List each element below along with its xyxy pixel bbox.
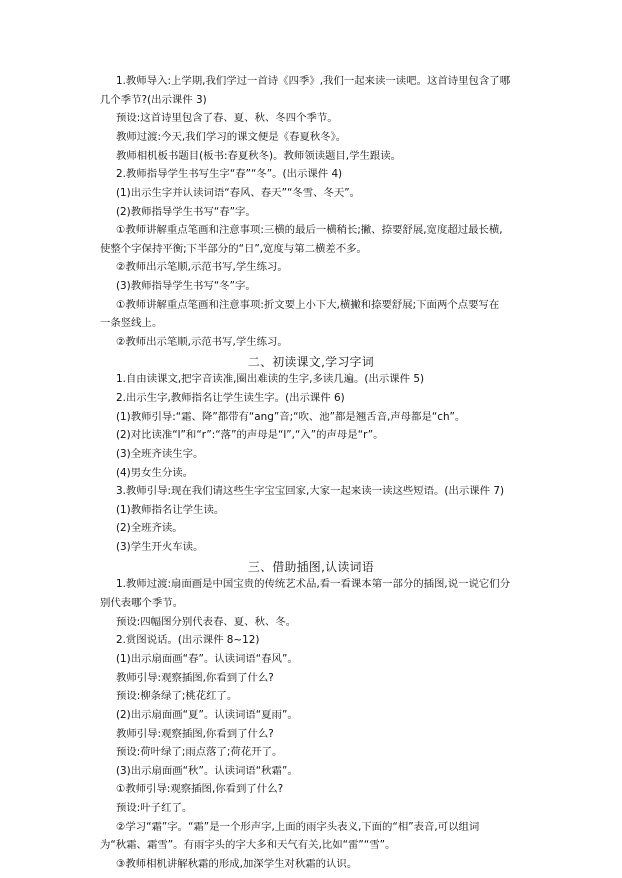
paragraph-s3-10: (3)出示扇面画“秋”。认读词语“秋霜”。 — [116, 764, 298, 777]
paragraph-chun-practice: ②教师出示笔顺,示范书写,学生练习。 — [116, 261, 288, 274]
paragraph-s2-4: (2)对比读准“l”和“r”:“落”的声母是“l”,“入”的声母是“r”。 — [116, 429, 384, 442]
paragraph-s3-7: (2)出示扇面画“夏”。认读词语“夏雨”。 — [116, 708, 298, 721]
paragraph-s3-1-line2: 别代表哪个季节。 — [100, 597, 184, 609]
paragraph-s3-14: ③教师相机讲解秋霜的形成,加深学生对秋霜的认识。 — [116, 858, 358, 870]
paragraph-s2-3: (1)教师引导:“霜、降”都带有“ang”音;“吹、池”都是翘舌音,声母都是“ch”。 — [116, 410, 466, 423]
paragraph-step2-3: (3)教师指导学生书写“冬”字。 — [116, 280, 256, 293]
paragraph-s3-12: 预设:叶子红了。 — [116, 802, 193, 815]
paragraph-intro-line1: 1.教师导入:上学期,我们学过一首诗《四季》,我们一起来读一读吧。这首诗里包含了哪 — [116, 75, 511, 87]
section-heading-2: 二、初读课文,学习字词 — [247, 354, 375, 369]
paragraph-dong-explain-line1: ①教师讲解重点笔画和注意事项:折文要上小下大,横撇和捺要舒展;下面两个点要写在 — [116, 298, 500, 311]
paragraph-step2-1: (1)出示生字并认读词语“春风、春天”“冬雪、冬天”。 — [116, 186, 361, 199]
paragraph-step2: 2.教师指导学生书写生字“春”“冬”。(出示课件 4) — [116, 168, 343, 181]
paragraph-s3-8: 教师引导:观察插图,你看到了什么? — [116, 727, 274, 740]
paragraph-s2-8: (1)教师指名让学生读。 — [116, 503, 225, 516]
paragraph-dong-explain-line2: 一条竖线上。 — [100, 317, 163, 330]
paragraph-step2-2: (2)教师指导学生书写“春”字。 — [116, 205, 256, 218]
paragraph-s3-6: 预设:柳条绿了;桃花红了。 — [116, 690, 238, 703]
paragraph-chun-explain-line2: 使整个字保持平衡;下半部分的“日”,宽度与第二横差不多。 — [100, 242, 367, 255]
paragraph-s3-2: 预设:四幅图分别代表春、夏、秋、冬。 — [116, 615, 297, 628]
paragraph-preset: 预设:这首诗里包含了春、夏、秋、冬四个季节。 — [116, 112, 338, 125]
paragraph-s3-4: (1)出示扇面画“春”。认读词语“春风”。 — [116, 652, 298, 665]
paragraph-intro-line2: 几个季节?(出示课件 3) — [100, 93, 207, 106]
paragraph-chun-explain-line1: ①教师讲解重点笔画和注意事项:三横的最后一横稍长;撇、捺要舒展,宽度超过最长横, — [116, 224, 503, 237]
paragraph-s3-13-line1: ②学习“霜”字。“霜”是一个形声字,上面的雨字头表义,下面的“相”表音,可以组词 — [116, 820, 480, 833]
paragraph-s3-3: 2.赏图说话。(出示课件 8~12) — [116, 634, 260, 647]
paragraph-s3-5: 教师引导:观察插图,你看到了什么? — [116, 671, 274, 684]
paragraph-s2-5: (3)全班齐读生字。 — [116, 447, 204, 460]
paragraph-s2-7: 3.教师引导:现在我们请这些生字宝宝回家,大家一起来读一读这些短语。(出示课件 7) — [116, 485, 505, 498]
paragraph-board: 教师相机板书题目(板书:春夏秋冬)。教师领读题目,学生跟读。 — [116, 149, 402, 162]
paragraph-s3-9: 预设:荷叶绿了;雨点落了;荷花开了。 — [116, 746, 283, 759]
paragraph-s2-1: 1.自由读课文,把字音读准,圈出难读的生字,多读几遍。(出示课件 5) — [116, 373, 424, 386]
paragraph-s3-13-line2: 为“秋霜、霜雪”。有雨字头的字大多和天气有关,比如“雷”“雪”。 — [100, 839, 396, 852]
paragraph-s2-6: (4)男女生分读。 — [116, 466, 194, 479]
paragraph-transition: 教师过渡:今天,我们学习的课文便是《春夏秋冬》。 — [116, 130, 347, 143]
paragraph-s3-1-line1: 1.教师过渡:扇面画是中国宝贵的传统艺术品,看一看课本第一部分的插图,说一说它们分 — [116, 578, 511, 591]
paragraph-s2-9: (2)全班齐读。 — [116, 522, 183, 535]
paragraph-dong-practice: ②教师出示笔顺,示范书写,学生练习。 — [116, 336, 288, 348]
paragraph-s3-11: ①教师引导:观察插图,你看到了什么? — [116, 783, 284, 796]
paragraph-s2-2: 2.出示生字,教师指名让学生读生字。(出示课件 6) — [116, 391, 345, 404]
paragraph-s2-10: (3)学生开火车读。 — [116, 541, 204, 554]
section-heading-3: 三、借助插图,认读词语 — [247, 559, 375, 574]
